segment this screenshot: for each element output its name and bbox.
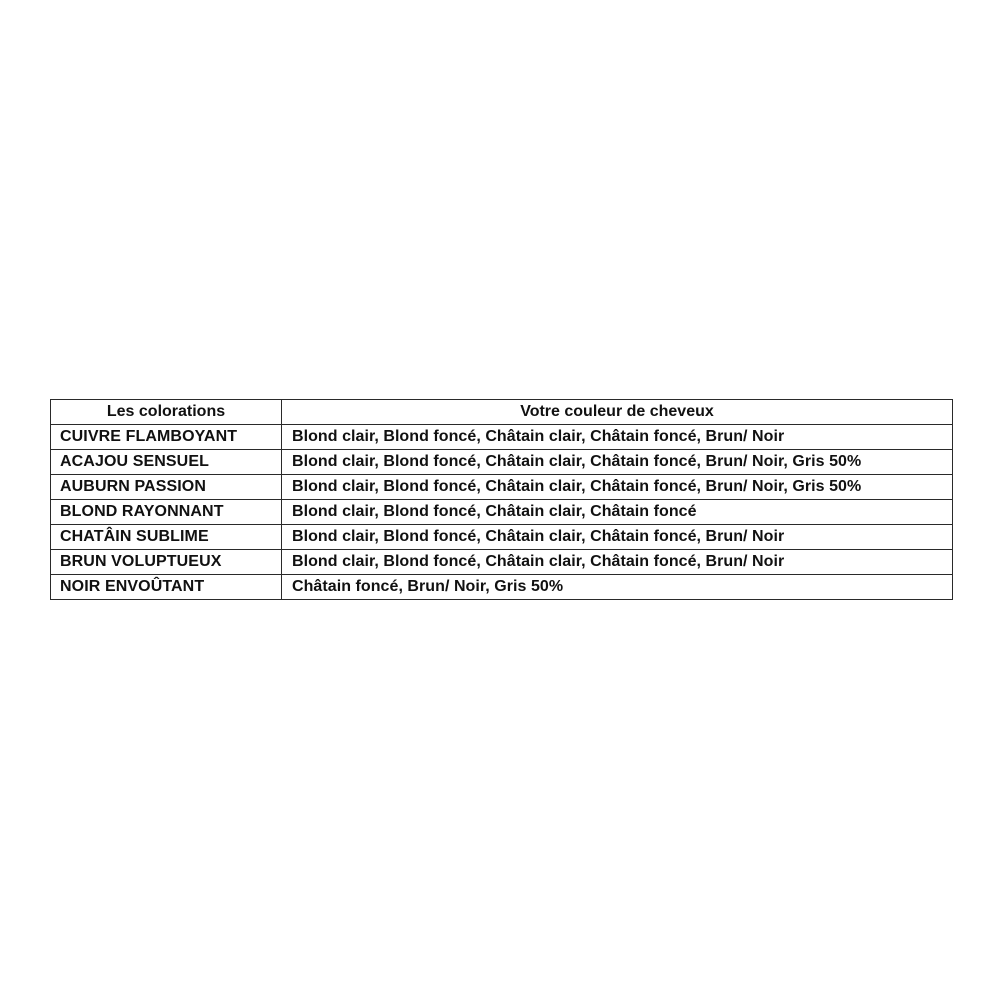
table-row	[51, 475, 953, 500]
hair-color-list: Blond clair, Blond foncé, Châtain clair, Châtain foncé, Brun/ Noir, Gris 50%	[282, 450, 953, 475]
header-hair-color: Votre couleur de cheveux	[282, 400, 953, 425]
coloration-name: CUIVRE FLAMBOYANT	[51, 425, 282, 450]
table-row	[51, 425, 953, 450]
coloration-name: BRUN VOLUPTUEUX	[51, 550, 282, 575]
hair-color-list: Blond clair, Blond foncé, Châtain clair, Châtain foncé	[282, 500, 953, 525]
header-colorations: Les colorations	[51, 400, 282, 425]
coloration-name: NOIR ENVOÛTANT	[51, 575, 282, 600]
table-row	[51, 500, 953, 525]
coloration-table	[50, 399, 953, 600]
hair-color-list: Blond clair, Blond foncé, Châtain clair, Châtain foncé, Brun/ Noir	[282, 425, 953, 450]
coloration-name: AUBURN PASSION	[51, 475, 282, 500]
table-header-row	[51, 400, 953, 425]
coloration-name: BLOND RAYONNANT	[51, 500, 282, 525]
table-row	[51, 575, 953, 600]
hair-color-list: Châtain foncé, Brun/ Noir, Gris 50%	[282, 575, 953, 600]
table-row	[51, 450, 953, 475]
hair-color-list: Blond clair, Blond foncé, Châtain clair, Châtain foncé, Brun/ Noir	[282, 550, 953, 575]
table-row	[51, 550, 953, 575]
coloration-name: CHATÂIN SUBLIME	[51, 525, 282, 550]
hair-color-list: Blond clair, Blond foncé, Châtain clair, Châtain foncé, Brun/ Noir, Gris 50%	[282, 475, 953, 500]
coloration-name: ACAJOU SENSUEL	[51, 450, 282, 475]
table-row	[51, 525, 953, 550]
coloration-table-container	[50, 399, 952, 600]
hair-color-list: Blond clair, Blond foncé, Châtain clair, Châtain foncé, Brun/ Noir	[282, 525, 953, 550]
